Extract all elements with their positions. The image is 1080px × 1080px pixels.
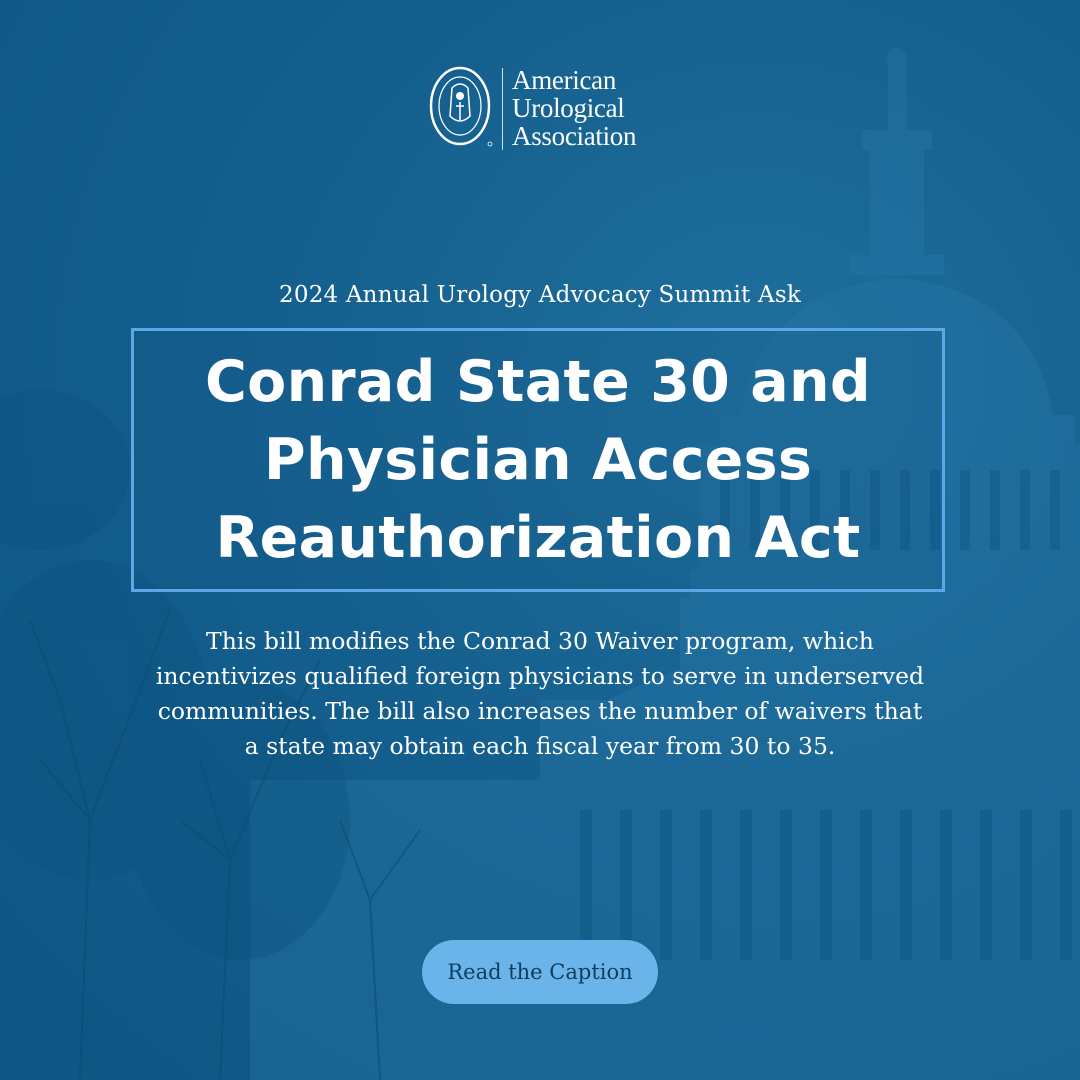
logo-line-3: Association bbox=[512, 121, 637, 151]
title-line-3: Reauthorization Act bbox=[215, 505, 861, 571]
logo-line-2: Urological bbox=[512, 93, 625, 123]
aua-logo bbox=[428, 66, 658, 156]
description-line-3: communities. The bill also increases the number of waivers that bbox=[157, 697, 923, 725]
title-line-1: Conrad State 30 and bbox=[204, 349, 871, 415]
description-line-2: incentivizes qualified foreign physicians to serve in underserved bbox=[155, 662, 925, 690]
title-box bbox=[131, 328, 945, 592]
read-caption-button[interactable]: Read the Caption bbox=[422, 940, 658, 1004]
description-line-4: a state may obtain each fiscal year from 30 to 35. bbox=[244, 732, 836, 760]
logo-wordmark bbox=[512, 66, 636, 150]
logo-line-1: American bbox=[512, 65, 617, 95]
aua-seal-icon bbox=[428, 66, 496, 150]
logo-divider bbox=[502, 68, 503, 150]
title-line-2: Physician Access bbox=[263, 427, 813, 493]
description-line-1: This bill modifies the Conrad 30 Waiver program, which bbox=[206, 627, 874, 655]
summit-kicker: 2024 Annual Urology Advocacy Summit Ask bbox=[279, 282, 801, 308]
bill-description bbox=[110, 624, 970, 764]
